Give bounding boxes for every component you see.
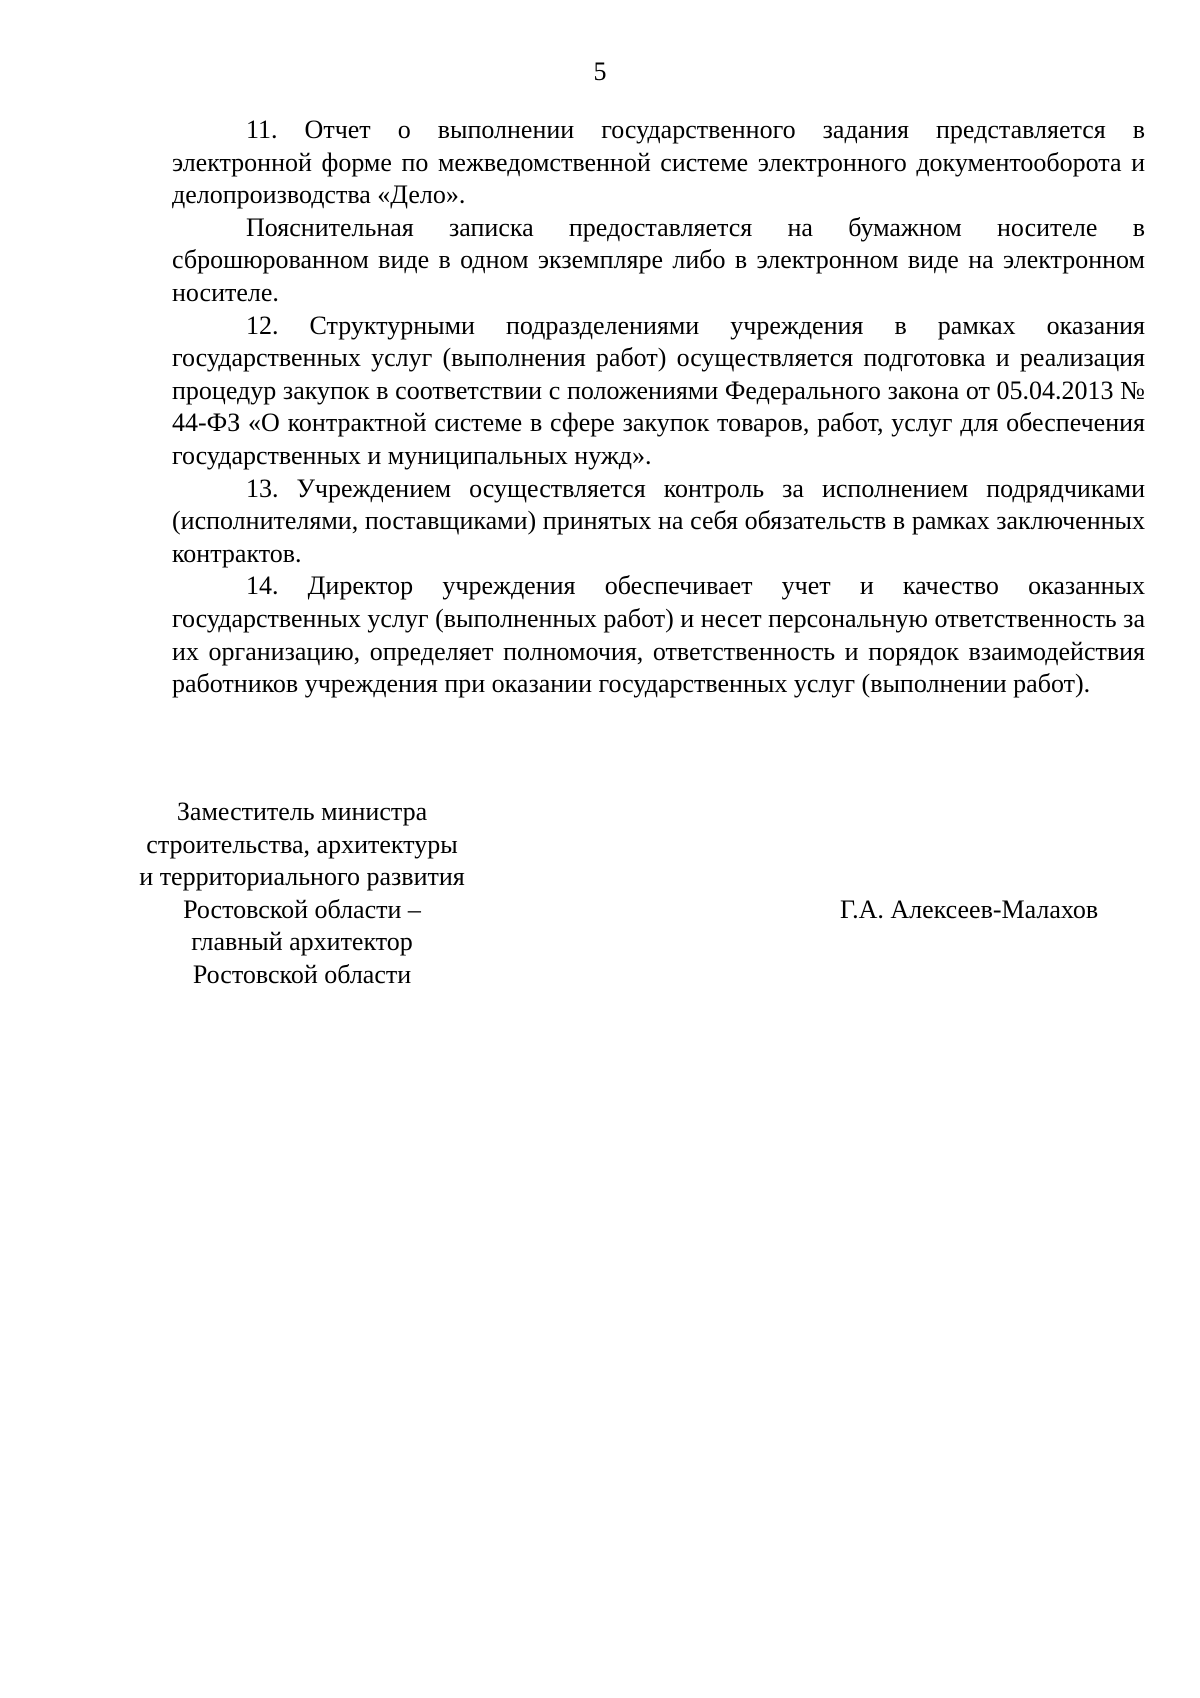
paragraph-11: 11. Отчет о выполнении государственного задания представляется в электронной форме по межведомственной системе электронного документооборота и делопроизводства «Дело».: [172, 115, 1145, 210]
paragraph-14: 14. Директор учреждения обеспечивает учет и качество оказанных государственных услуг (выполненных работ) и несет персональную ответственность за их организацию, определяет полномочия, ответственность и порядок взаимодействия работников учреждения при оказании государственных услуг (выполнении работ).: [172, 571, 1145, 699]
signatory-position-line: Ростовской области: [192, 959, 412, 989]
signatory-position-line: и территориального развития: [139, 862, 465, 892]
document-body: [172, 114, 1145, 701]
paragraph-explanatory-note: Пояснительная записка предоставляется на бумажном носителе в сброшюрованном виде в одном экземпляре либо в электронном виде на электронном носителе.: [172, 212, 1145, 307]
paragraph-13: 13. Учреждением осуществляется контроль за исполнением подрядчиками (исполнителями, поставщиками) принятых на себя обязательств в рамках заключенных контрактов.: [172, 473, 1145, 568]
paragraph-12: 12. Структурными подразделениями учреждения в рамках оказания государственных услуг (выполнения работ) осуществляется подготовка и реализация процедур закупок в соответствии с положениями Федерального закона от 05.04.2013 № 44-ФЗ «О контрактной системе в сфере закупок товаров, работ, услуг для обеспечения государственных и муниципальных нужд».: [172, 310, 1145, 470]
signatory-position-line: Ростовской области –: [183, 894, 421, 924]
signatory-position-line: строительства, архитектуры: [146, 829, 458, 859]
page-number: 5: [593, 57, 607, 86]
signatory-position-line: главный архитектор: [191, 927, 413, 957]
signatory-position-line: Заместитель министра: [176, 797, 428, 826]
signatory-name: Г.А. Алексеев-Малахов: [840, 895, 1099, 924]
signatory-position: [112, 796, 492, 992]
